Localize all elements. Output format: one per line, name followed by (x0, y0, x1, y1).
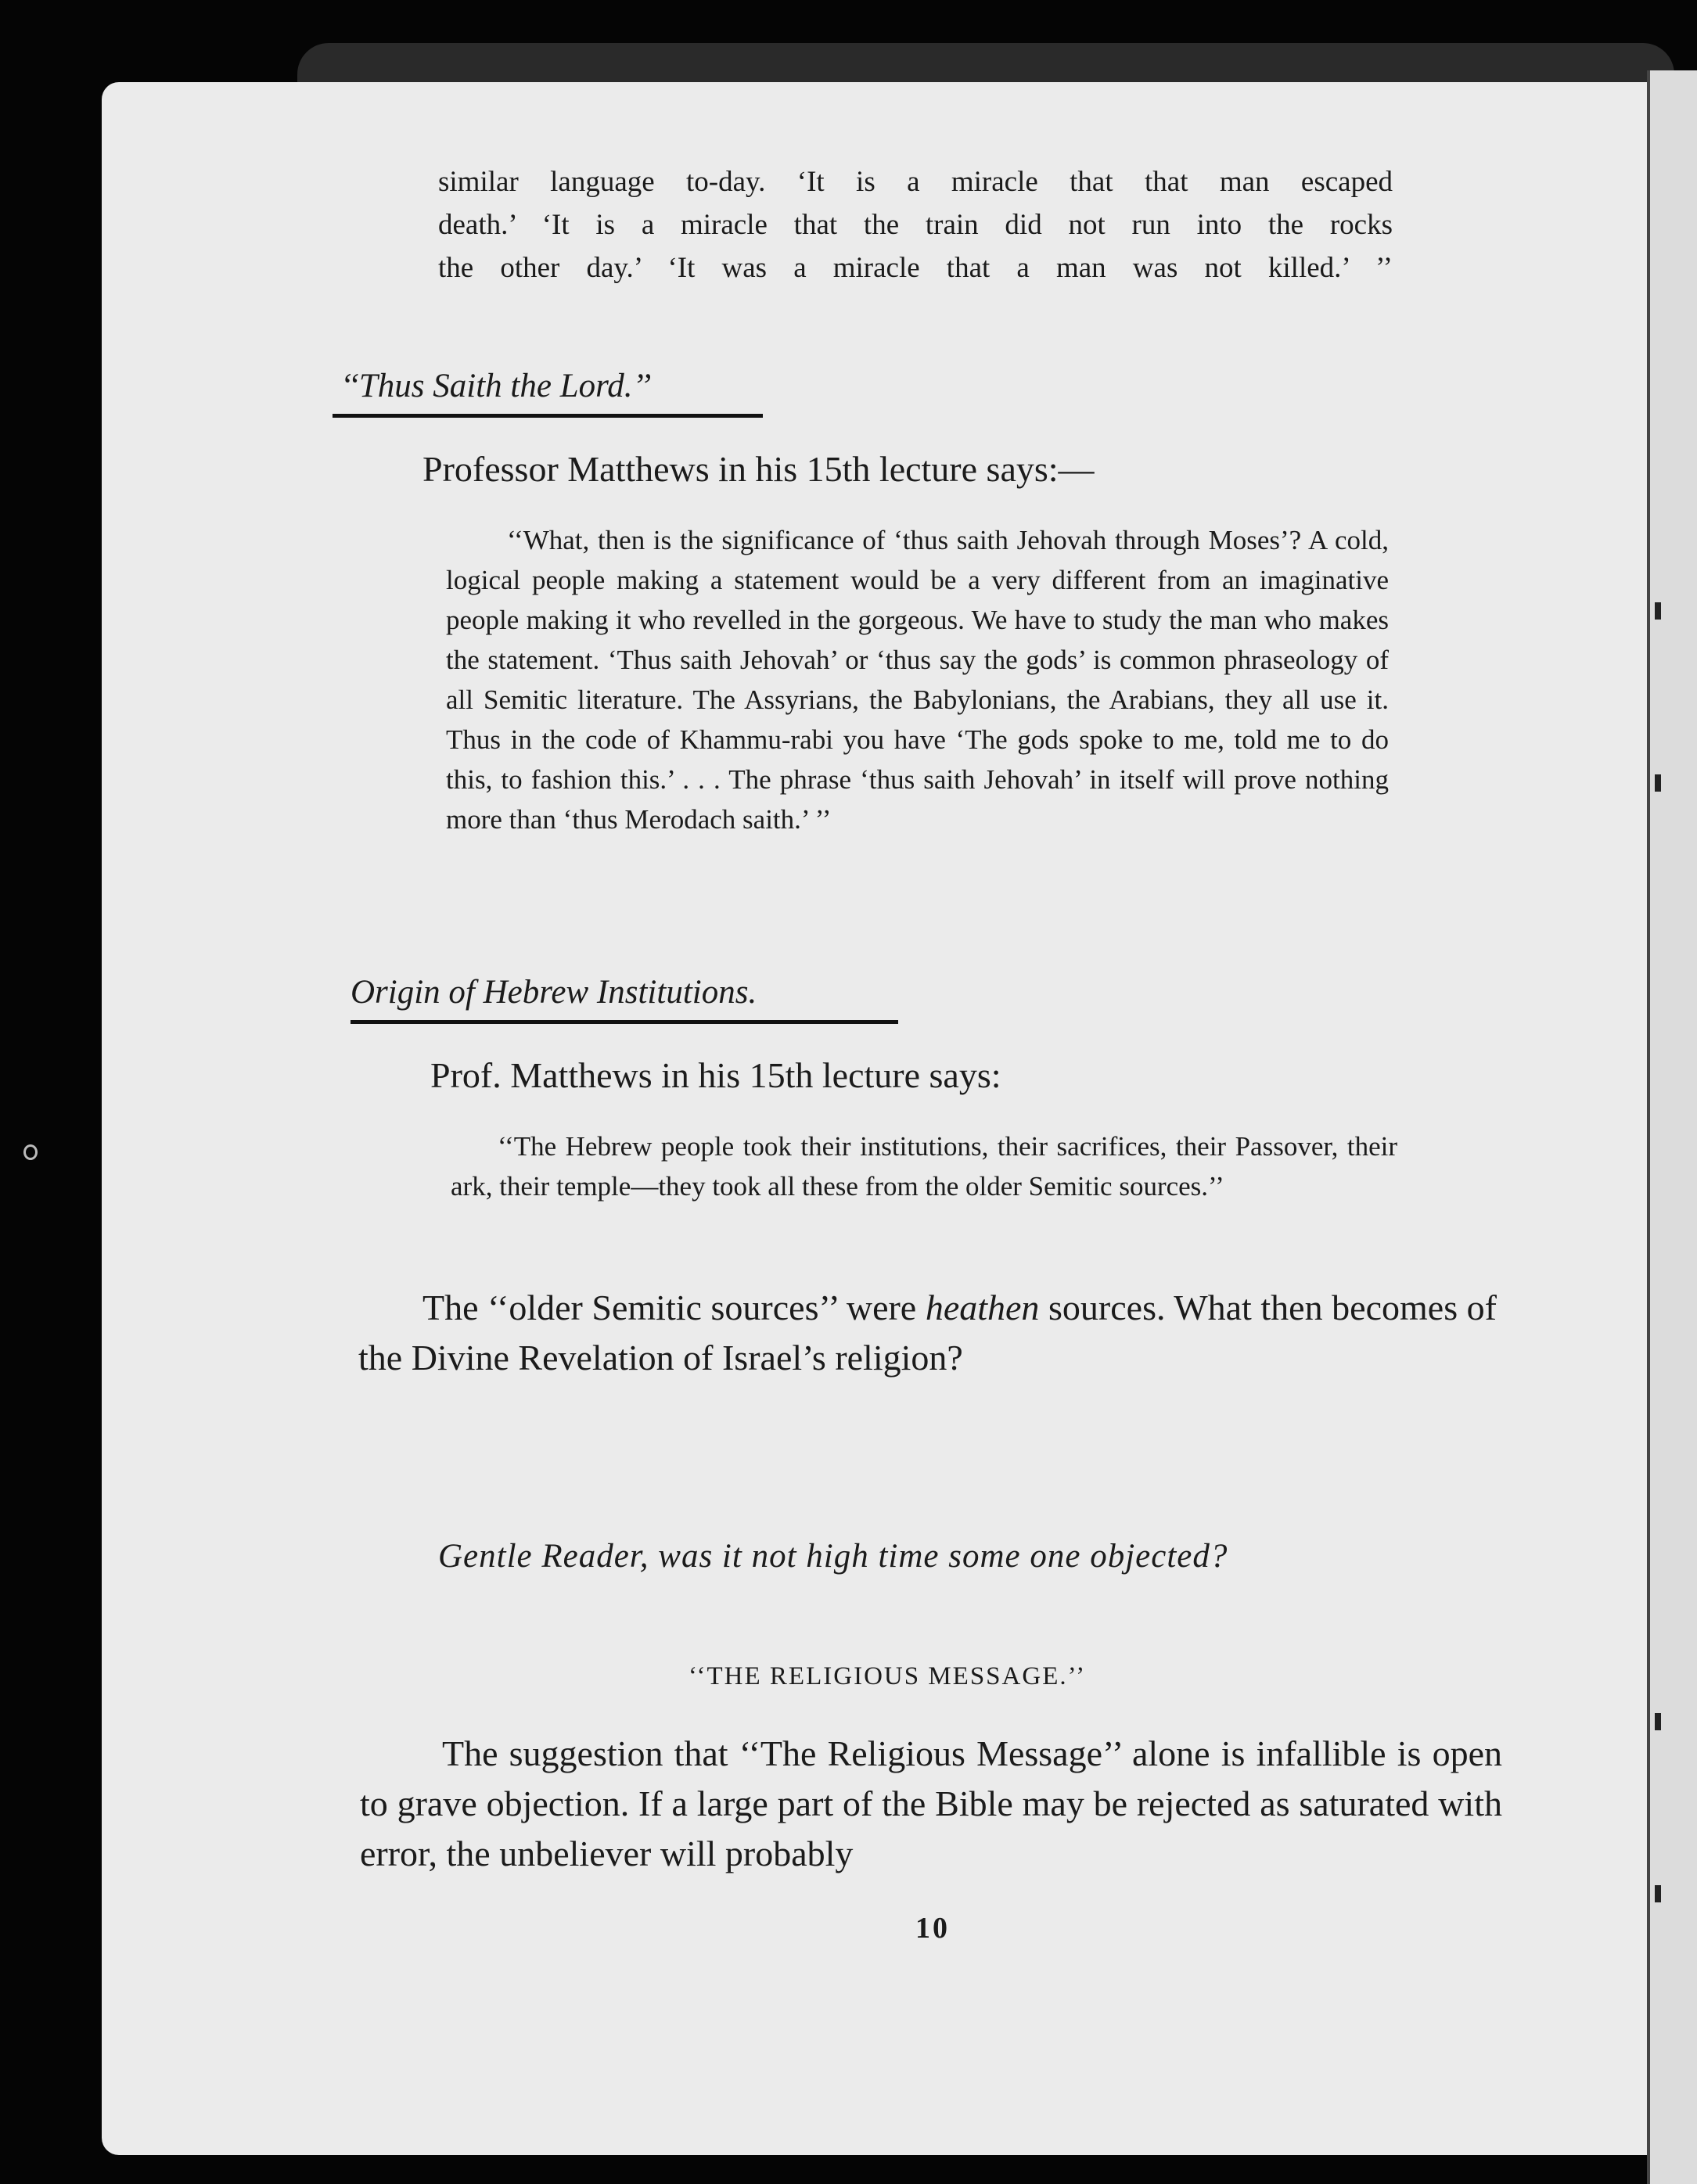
block-quotation: ‘‘The Hebrew people took their institutions, their sacrifices, their Passover, their ark, their temple—they took all these from the older Semitic sources.’’ (451, 1131, 1397, 1202)
body-paragraph: The suggestion that ‘‘The Religious Message’’ alone is infallible is open to grave objection. If a large part of the Bible may be rejected as saturated with error, the unbeliever will probably (360, 1733, 1502, 1873)
continued-quotation (438, 160, 1393, 289)
quote-line: similar language to-day. ‘It is a miracle that that man escaped (438, 166, 1393, 198)
quote-line: the other day.’ ‘It was a miracle that a man was not killed.’ ’’ (438, 252, 1393, 284)
page-edge-mark (1655, 1713, 1661, 1730)
section-heading-origin: Origin of Hebrew Institutions. (351, 970, 898, 1024)
emphasis-text: heathen (925, 1288, 1040, 1327)
adjacent-page-edge (1647, 70, 1697, 2184)
page-edge-mark (1655, 774, 1661, 792)
quote-line: death.’ ‘It is a miracle that the train did not run into the rocks (438, 209, 1393, 241)
paragraph-text: sources. What then becomes of the Divine Revelation of Israel’s religion? (358, 1288, 1497, 1378)
paragraph-text: The ‘‘older Semitic sources’’ were (422, 1288, 926, 1327)
page-edge-mark (1655, 1885, 1661, 1902)
section-intro: Professor Matthews in his 15th lecture says:— (422, 449, 1095, 489)
page-edge-mark (1655, 602, 1661, 620)
section-title-religious-message: ‘‘THE RELIGIOUS MESSAGE.’’ (689, 1662, 1087, 1690)
block-quotation: ‘‘What, then is the significance of ‘thus saith Jehovah through Moses’? A cold, logical people making a statement would be a very different from an imaginative people making it who revelled in the gorgeous. We have to study the man who makes the statement. ‘Thus saith Jehovah’ or ‘thus say the gods’ is common phraseology of all Semitic literature. The Assyrians, the Babylonians, the Arabians, they all use it. Thus in the code of Khammu-rabi you have ‘The gods spoke to me, told me to do this, to fashion this.’ . . . The phrase ‘thus saith Jehovah’ in itself will prove nothing more than ‘thus Merodach saith.’ ’’ (446, 525, 1389, 835)
section-heading-thus-saith: ‘‘Thus Saith the Lord.’’ (333, 364, 763, 418)
scan-artifact-ring (23, 1144, 38, 1160)
section-intro: Prof. Matthews in his 15th lecture says: (430, 1055, 1001, 1095)
page-number: 10 (915, 1912, 950, 1945)
gentle-reader-line: Gentle Reader, was it not high time some one objected? (438, 1538, 1228, 1575)
commentary-paragraph (358, 1283, 1497, 1383)
